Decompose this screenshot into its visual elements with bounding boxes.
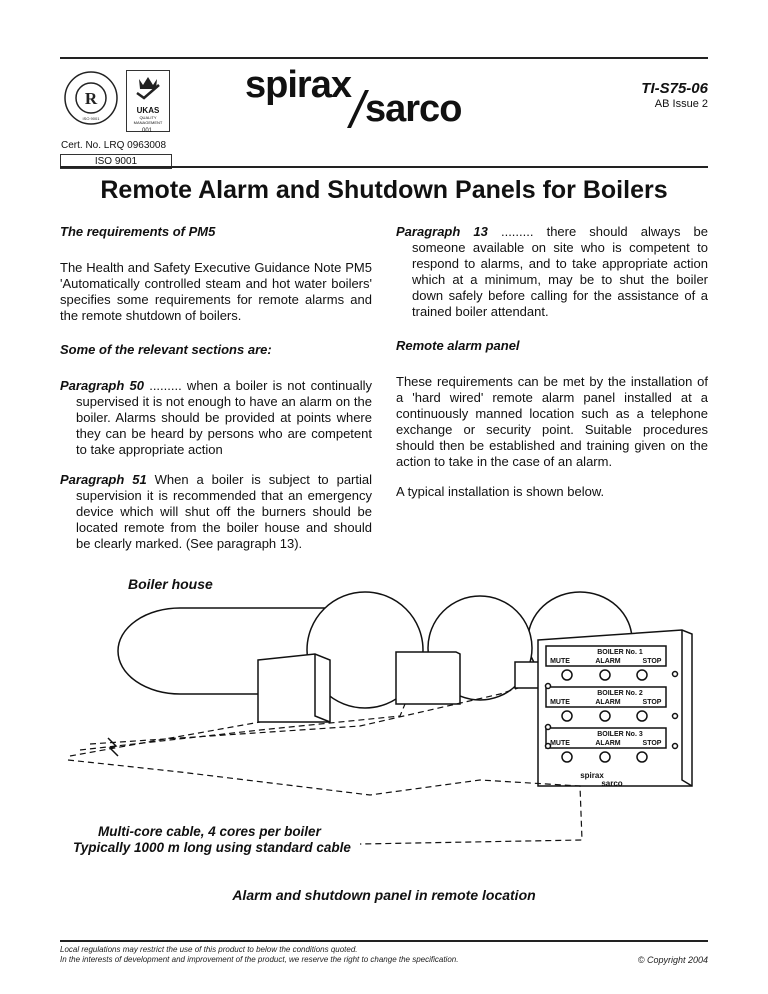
ukas-number: 001 [141,128,152,134]
issue: AB Issue 2 [654,98,708,110]
panel-button [637,752,647,762]
panel-row-2-mute: MUTE [550,699,570,706]
paragraph-50-text: ......... when a boiler is not continually supervised it is not enough to have an alarm on the boiler. Alarms should be provided at points where they can be heard by persons who are competent to take appropriate action [76,378,373,457]
footer-line1: Local regulations may restrict the use of this product to below the conditions quoted. [60,945,358,954]
footer-line2: In the interests of development and improvement of the product, we reserve the right to change the specification. [60,955,459,964]
installation-diagram [60,590,708,850]
panel-row-1-mute: MUTE [550,658,570,665]
remote-alarm-paragraph: These requirements can be met by the installation of a 'hard wired' remote alarm panel installed at a continuously manned location such as a telephone exchange or security point. Suitable procedures should then be established and training given on the action to take in the case of an alarm. [396,374,708,469]
paragraph-13-label: Paragraph 13 [396,224,488,239]
panel-button [562,670,572,680]
panel-button [562,711,572,721]
diagram-caption: Alarm and shutdown panel in remote location [232,887,536,903]
svg-text:ISO 9001: ISO 9001 [82,116,100,121]
panel-brand-bottom: sarco [601,779,623,788]
right-column [396,224,708,514]
burner-box-2 [396,652,460,704]
panel-row-1-stop: STOP [642,658,662,665]
paragraph-51-label: Paragraph 51 [60,472,147,487]
panel-button [600,752,610,762]
lrqa-logo-icon [63,70,119,126]
heading-sections: Some of the relevant sections are: [60,342,272,357]
panel-button [637,711,647,721]
panel-button [600,670,610,680]
panel-row-3-title: BOILER No. 3 [597,731,643,738]
ukas-sub: QUALITY MANAGEMENT [133,115,163,125]
panel-row-2-stop: STOP [642,699,662,706]
page-title: Remote Alarm and Shutdown Panels for Boilers [100,176,668,204]
left-column [60,224,372,566]
panel-row-3-mute: MUTE [550,740,570,747]
ukas-label: UKAS [136,106,160,115]
panel-row-3-alarm: ALARM [595,740,621,747]
doc-code: TI-S75-06 [641,80,708,97]
brand-top: spirax [245,64,351,106]
footer-rule [60,940,708,942]
panel-screw [673,744,678,749]
burner-box-1 [258,654,330,722]
top-rule [60,57,708,59]
panel-button [637,670,647,680]
panel-row-3-stop: STOP [642,740,662,747]
panel-button [600,711,610,721]
cable-break-icon [108,738,118,756]
cable-label-line2: Typically 1000 m long using standard cable [73,840,351,855]
header-rule [60,166,708,168]
footer-copyright: © Copyright 2004 [637,955,708,965]
intro-paragraph: The Health and Safety Executive Guidance Note PM5 'Automatically controlled steam and hot water boilers' specifies some requirements for remote alarms and the remote shutdown of boilers. [60,260,372,323]
paragraph-51 [60,472,372,552]
ukas-logo [126,70,170,132]
panel-row-1-alarm: ALARM [595,658,621,665]
paragraph-13 [396,224,708,320]
panel-row-1-title: BOILER No. 1 [597,649,643,656]
paragraph-13-text: ......... there should always be someone available on site who is competent to respond to alarms, and to take appropriate action which at a minimum, may be to shut the boiler down safely before calling for the assistance of a trained boiler attendant. [412,224,709,319]
panel-button [562,752,572,762]
panel-screw [546,725,551,730]
heading-remote-alarm: Remote alarm panel [396,338,520,353]
panel-screw [546,684,551,689]
iso-box: ISO 9001 [60,154,172,169]
panel-row-2-alarm: ALARM [595,699,621,706]
heading-requirements: The requirements of PM5 [60,224,216,239]
panel-brand-top: spirax [580,771,604,780]
brand-bottom: sarco [365,88,462,130]
boiler-house-label: Boiler house [128,576,213,592]
spirax-sarco-logo [245,64,525,134]
paragraph-51-text: When a boiler is subject to partial supervision it is recommended that an emergency device which will shut off the burners should be located remote from the boiler house and should be clearly marked. (See paragraph 13). [76,472,372,551]
svg-text:R: R [84,89,98,108]
cable-label-line1: Multi-core cable, 4 cores per boiler [98,824,321,839]
panel-screw [673,672,678,677]
installation-note: A typical installation is shown below. [396,484,605,499]
paragraph-50-label: Paragraph 50 [60,378,144,393]
paragraph-50 [60,378,372,458]
panel-screw [673,714,678,719]
panel-row-2-title: BOILER No. 2 [597,690,643,697]
cert-number: Cert. No. LRQ 0963008 [61,140,167,151]
cable-boiler-2 [80,704,405,750]
crown-tick-icon [127,71,169,101]
